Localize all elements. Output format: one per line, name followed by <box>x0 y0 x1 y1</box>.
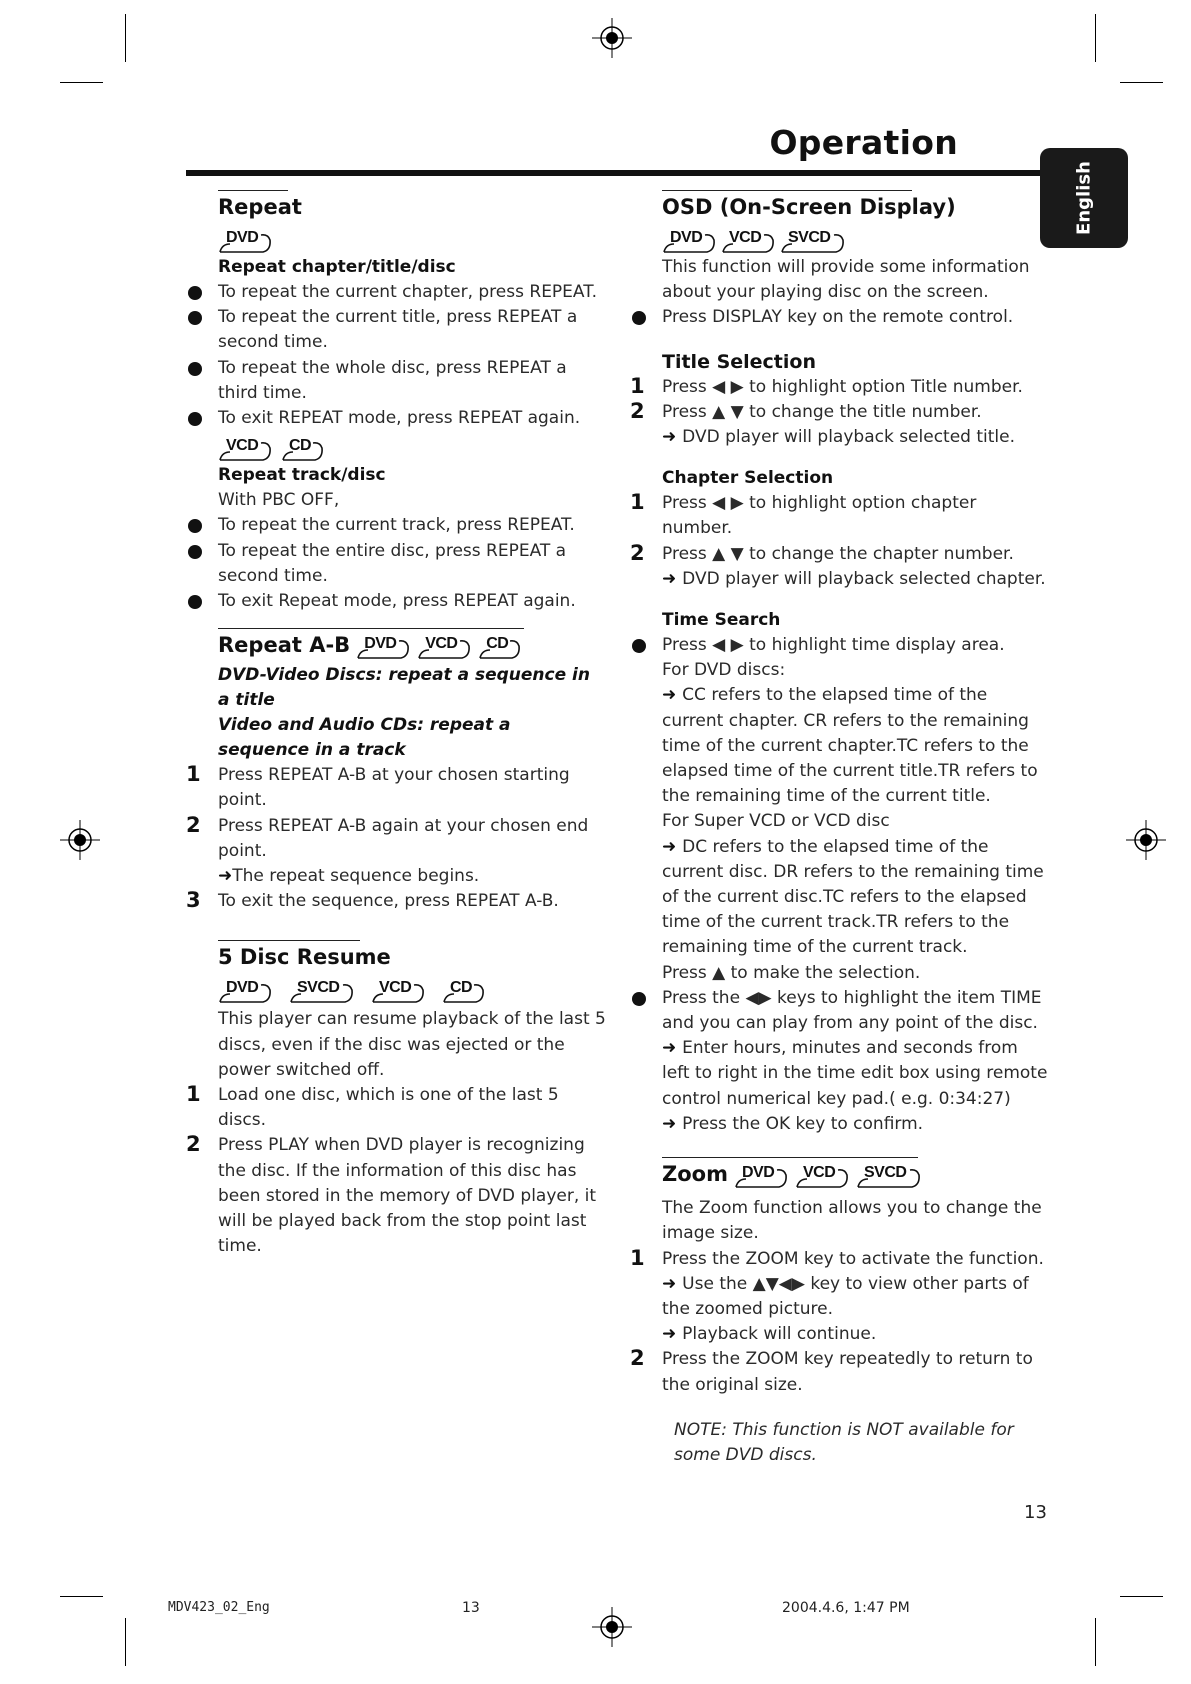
svcd-logo-icon <box>856 1160 924 1188</box>
section-rule <box>662 1157 918 1158</box>
step-number: 2 <box>630 398 645 423</box>
arrow-icon: ➜ <box>662 1324 683 1345</box>
step-text: Press ◀ ▶ to highlight option chapter number. <box>662 493 977 539</box>
step-number: 1 <box>630 490 645 515</box>
list-item-text: Press DISPLAY key on the remote control. <box>662 307 1014 328</box>
crop-mark <box>125 14 126 62</box>
footer-page: 13 <box>462 1600 480 1616</box>
bullet-icon <box>188 519 202 533</box>
disc-logo-label: VCD <box>425 635 458 653</box>
logo-row <box>734 1160 924 1188</box>
disc-logo-label: VCD <box>226 437 259 455</box>
step-text: Press the ZOOM key repeatedly to return to the original size. <box>662 1349 1033 1395</box>
paragraph: For Super VCD or VCD disc <box>662 811 890 832</box>
language-tab <box>1040 148 1128 248</box>
arrow-icon: ➜ <box>662 1273 683 1294</box>
step-text: Press the ZOOM key to activate the function. <box>662 1248 1044 1269</box>
bullet-icon <box>632 311 646 325</box>
step-result-text: Enter hours, minutes and seconds from left to right in the time edit box using remote control numerical key pad.( e.g. 0:34:27) <box>662 1038 1048 1109</box>
cd-logo-icon <box>442 975 488 1003</box>
section-rule <box>218 940 360 941</box>
subsection-title: Repeat chapter/title/disc <box>218 257 456 277</box>
vcd-logo-icon <box>795 1160 852 1188</box>
step-text: Load one disc, which is one of the last 5 discs. <box>218 1085 559 1131</box>
list-item-text: Press ◀ ▶ to highlight time display area. <box>662 635 1005 656</box>
header-rule <box>186 170 1046 176</box>
step-result-text: DVD player will playback selected chapter. <box>682 568 1046 589</box>
dvd-logo-icon <box>662 225 719 253</box>
step-result-text: The repeat sequence begins. <box>232 866 480 887</box>
section-title-resume: 5 Disc Resume <box>218 945 391 970</box>
svcd-logo-icon <box>289 975 357 1003</box>
bullet-icon <box>188 286 202 300</box>
step-result-text: Playback will continue. <box>682 1324 877 1345</box>
step-item <box>186 1133 606 1259</box>
step-text: Press PLAY when DVD player is recognizing the disc. If the information of this disc has been stored in the memory of DVD player, it will be played back from the stop point last time. <box>218 1135 597 1257</box>
vcd-logo-icon <box>218 433 275 461</box>
bullet-icon <box>188 311 202 325</box>
arrow-icon: ➜ <box>662 1113 683 1134</box>
list-item <box>630 633 1050 658</box>
step-result-text: Press the OK key to confirm. <box>682 1113 924 1134</box>
step-text: Press ▲ ▼ to change the title number. <box>662 401 982 422</box>
crop-mark <box>1120 82 1163 83</box>
step-item <box>630 400 1050 425</box>
paragraph: This function will provide some information about your playing disc on the screen. <box>662 257 1030 303</box>
step-item <box>630 1347 1050 1397</box>
step-result <box>662 683 1050 809</box>
list-item-text: To exit REPEAT mode, press REPEAT again. <box>218 408 581 429</box>
disc-logo-label: SVCD <box>863 1164 907 1182</box>
list-item <box>186 305 606 355</box>
step-text: Press REPEAT A-B at your chosen starting point. <box>218 765 570 811</box>
language-tab-label: English <box>1073 161 1095 235</box>
dvd-logo-icon <box>218 975 275 1003</box>
disc-logo-label: VCD <box>379 979 412 997</box>
arrow-icon: ➜ <box>662 427 683 448</box>
step-result <box>662 567 1050 592</box>
section-title-repeat-ab <box>218 631 606 659</box>
step-item <box>186 889 606 914</box>
arrow-icon: ➜ <box>662 685 683 706</box>
step-item <box>186 763 606 813</box>
step-result <box>662 835 1050 961</box>
step-item <box>630 1247 1050 1272</box>
step-number: 1 <box>630 373 645 398</box>
step-result-text: CC refers to the elapsed time of the current chapter. CR refers to the remaining time of the current chapter.TC refers to the elapsed time of the current title.TR refers to the remaining time of the current title. <box>662 685 1038 807</box>
section-rule <box>662 190 912 191</box>
page-number: 13 <box>1024 1502 1047 1523</box>
section-title-osd: OSD (On-Screen Display) <box>662 195 956 219</box>
step-number: 2 <box>186 1132 201 1157</box>
pbc-note: With PBC OFF, <box>218 490 340 511</box>
step-number: 2 <box>630 1346 645 1371</box>
step-result <box>662 1036 1050 1112</box>
vcd-logo-icon <box>417 631 474 659</box>
bullet-icon <box>188 595 202 609</box>
dvd-logo-icon <box>218 225 275 253</box>
section-title-chapter-selection: Chapter Selection <box>662 468 834 489</box>
section-title-title-selection: Title Selection <box>662 350 816 373</box>
cd-logo-icon <box>478 631 524 659</box>
italic-note: DVD-Video Discs: repeat a sequence in a title <box>218 665 590 711</box>
step-text: To exit the sequence, press REPEAT A-B. <box>218 891 559 912</box>
arrow-icon: ➜ <box>662 568 683 589</box>
bullet-icon <box>632 639 646 653</box>
logo-row <box>218 431 606 461</box>
list-item-text: To repeat the current chapter, press REPEAT. <box>218 282 598 302</box>
step-text: Press REPEAT A-B again at your chosen end point. <box>218 815 589 861</box>
list-item-text: To repeat the whole disc, press REPEAT a third time. <box>218 357 567 403</box>
logo-row <box>218 973 606 1003</box>
subsection-title: Repeat track/disc <box>218 465 386 486</box>
section-title-repeat: Repeat <box>218 195 302 219</box>
cd-logo-icon <box>281 433 327 461</box>
step-result-text: DC refers to the elapsed time of the current disc. DR refers to the remaining time of the current disc.TC refers to the elapsed time of the current track.TR refers to the remaining time of the current track. <box>662 836 1044 958</box>
section-rule <box>218 628 524 629</box>
dvd-logo-icon <box>356 631 413 659</box>
crop-mark <box>1095 1618 1096 1666</box>
paragraph: Press ▲ to make the selection. <box>662 962 921 983</box>
step-result <box>662 425 1050 450</box>
step-number: 1 <box>630 1245 645 1270</box>
registration-mark-icon <box>60 820 100 860</box>
registration-mark-icon <box>1126 820 1166 860</box>
step-result-text: Use the ▲▼◀▶ key to view other parts of the zoomed picture. <box>662 1273 1029 1319</box>
list-item <box>186 513 606 538</box>
list-item-text: To repeat the current title, press REPEAT a second time. <box>218 307 578 353</box>
list-item <box>186 356 606 406</box>
step-number: 2 <box>630 540 645 565</box>
logo-row <box>218 223 606 253</box>
vcd-logo-icon <box>371 975 428 1003</box>
arrow-icon: ➜ <box>662 836 683 857</box>
crop-mark <box>60 82 103 83</box>
list-item <box>630 986 1050 1036</box>
disc-logo-label: CD <box>450 979 473 997</box>
step-item <box>630 542 1050 567</box>
footer-file: MDV423_02_Eng <box>168 1600 270 1615</box>
disc-logo-label: VCD <box>802 1164 836 1182</box>
step-number: 1 <box>186 1082 201 1107</box>
registration-mark-icon <box>592 1607 632 1647</box>
bullet-icon <box>632 992 646 1006</box>
list-item <box>186 280 606 305</box>
list-item <box>186 589 606 614</box>
disc-logo-label: CD <box>486 635 509 653</box>
page-title: Operation <box>769 123 958 162</box>
disc-logo-label: DVD <box>364 635 397 653</box>
italic-note: Video and Audio CDs: repeat a sequence in a track <box>218 715 511 761</box>
disc-logo-label: SVCD <box>297 979 340 997</box>
crop-mark <box>1120 1596 1163 1597</box>
step-number: 2 <box>186 812 201 837</box>
logo-row <box>662 223 1050 253</box>
step-number: 3 <box>186 888 201 913</box>
list-item-text: To exit Repeat mode, press REPEAT again. <box>218 591 576 612</box>
step-item <box>186 814 606 864</box>
vcd-logo-icon <box>721 225 778 253</box>
list-item <box>630 305 1050 330</box>
registration-mark-icon <box>592 18 632 58</box>
disc-logo-label: DVD <box>226 979 259 997</box>
footer-date: 2004.4.6, 1:47 PM <box>782 1600 910 1616</box>
list-item-text: To repeat the entire disc, press REPEAT a second time. <box>218 540 567 586</box>
list-item-text: To repeat the current track, press REPEAT. <box>218 515 575 536</box>
arrow-icon: ➜ <box>218 866 233 887</box>
crop-mark <box>60 1596 103 1597</box>
paragraph: This player can resume playback of the last 5 discs, even if the disc was ejected or the power switched off. <box>218 1009 606 1080</box>
step-result <box>662 1272 1050 1322</box>
bullet-icon <box>188 362 202 376</box>
paragraph: The Zoom function allows you to change the image size. <box>662 1198 1042 1244</box>
list-item <box>186 539 606 589</box>
dvd-logo-icon <box>734 1160 791 1188</box>
crop-mark <box>1095 14 1096 62</box>
section-title-time-search: Time Search <box>662 610 781 631</box>
logo-row <box>356 631 524 659</box>
section-rule <box>218 190 288 191</box>
step-text: Press ◀ ▶ to highlight option Title number. <box>662 376 1023 397</box>
step-text: Press ▲ ▼ to change the chapter number. <box>662 543 1014 564</box>
svcd-logo-icon <box>780 225 848 253</box>
step-item <box>186 1083 606 1133</box>
step-result <box>662 1322 1050 1347</box>
section-title-text: Zoom <box>662 1162 728 1187</box>
step-result <box>662 1112 1050 1137</box>
disc-logo-label: CD <box>289 437 312 455</box>
disc-logo-label: VCD <box>729 229 762 246</box>
bullet-icon <box>188 412 202 426</box>
list-item-text: Press the ◀▶ keys to highlight the item TIME and you can play from any point of the disc. <box>662 987 1042 1034</box>
step-result-text: DVD player will playback selected title. <box>682 427 1016 448</box>
paragraph: For DVD discs: <box>662 660 786 681</box>
right-column <box>630 190 1050 1468</box>
disc-logo-label: DVD <box>670 229 703 246</box>
step-item <box>630 491 1050 541</box>
disc-logo-label: DVD <box>741 1164 775 1182</box>
disc-logo-label: SVCD <box>788 229 831 246</box>
section-title-text: Repeat A-B <box>218 633 351 658</box>
section-title-zoom <box>662 1160 1050 1188</box>
crop-mark <box>125 1618 126 1666</box>
zoom-note: NOTE: This function is NOT available for some DVD discs. <box>674 1419 1014 1465</box>
step-result <box>218 864 606 889</box>
list-item <box>186 406 606 431</box>
bullet-icon <box>188 545 202 559</box>
step-number: 1 <box>186 762 201 787</box>
left-column <box>186 190 606 1259</box>
disc-logo-label: DVD <box>226 229 259 246</box>
arrow-icon: ➜ <box>662 1038 683 1059</box>
step-item <box>630 375 1050 400</box>
